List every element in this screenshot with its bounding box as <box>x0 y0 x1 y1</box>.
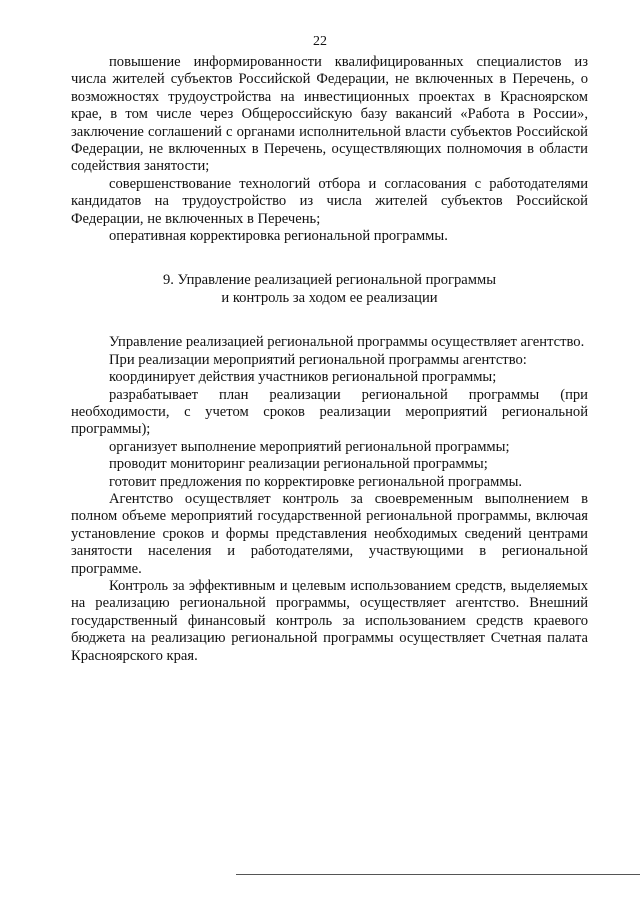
paragraph-develops-plan: разрабатывает план реализации региональной программы (при необходимости, с учетом сроков реализации мероприятий региональной программы); <box>71 386 588 438</box>
paragraph-agency-control: Агентство осуществляет контроль за своевременным выполнением в полном объеме мероприятий государственной региональной программы, включая установление сроков и формы представления необходимых сведений центрами занятости населения и работодателями, участвующими в региональной программе. <box>71 490 588 577</box>
section-heading-line-1: 9. Управление реализацией региональной программы <box>162 272 497 289</box>
paragraph-awareness: повышение информированности квалифицированных специалистов из числа жителей субъектов Российской Федерации, не включенных в Перечень, о возможностях трудоустройства на инвестиционных проектах в Красноярском крае, в том числе через Общероссийскую базу вакансий «Работа в России», заключение соглашений с органами исполнительной власти субъектов Российской Федерации, не включенных в Перечень, осуществляющих полномочия в области содействия занятости; <box>71 54 588 175</box>
paragraph-management-agency: Управление реализацией региональной программы осуществляет агентство. <box>109 334 585 351</box>
paragraph-financial-control: Контроль за эффективным и целевым использованием средств, выделяемых на реализацию региональной программы, осуществляет агентство. Внешний государственный финансовый контроль за использованием средств краевого бюджета на реализацию региональной программы осуществляет Счетная палата Красноярского края. <box>71 577 588 664</box>
paragraph-organizes: организует выполнение мероприятий региональной программы; <box>109 438 510 455</box>
bottom-rule-line <box>236 874 640 875</box>
section-heading <box>71 272 588 307</box>
page-number: 22 <box>313 34 327 49</box>
paragraph-prepares-proposals: готовит предложения по корректировке региональной программы. <box>109 473 523 490</box>
paragraph-operational-correction: оперативная корректировка региональной программы. <box>109 228 448 245</box>
paragraph-monitoring: проводит мониторинг реализации региональной программы; <box>109 456 488 473</box>
paragraph-coordinates: координирует действия участников региональной программы; <box>109 369 497 386</box>
page-content <box>71 54 588 665</box>
section-heading-line-2: и контроль за ходом ее реализации <box>221 289 438 306</box>
paragraph-agency-duties-intro: При реализации мероприятий региональной программы агентство: <box>109 351 527 368</box>
paragraph-selection-technologies: совершенствование технологий отбора и согласования с работодателями кандидатов на трудоустройство из числа жителей субъектов Российской Федерации, не включенных в Перечень; <box>71 175 588 227</box>
